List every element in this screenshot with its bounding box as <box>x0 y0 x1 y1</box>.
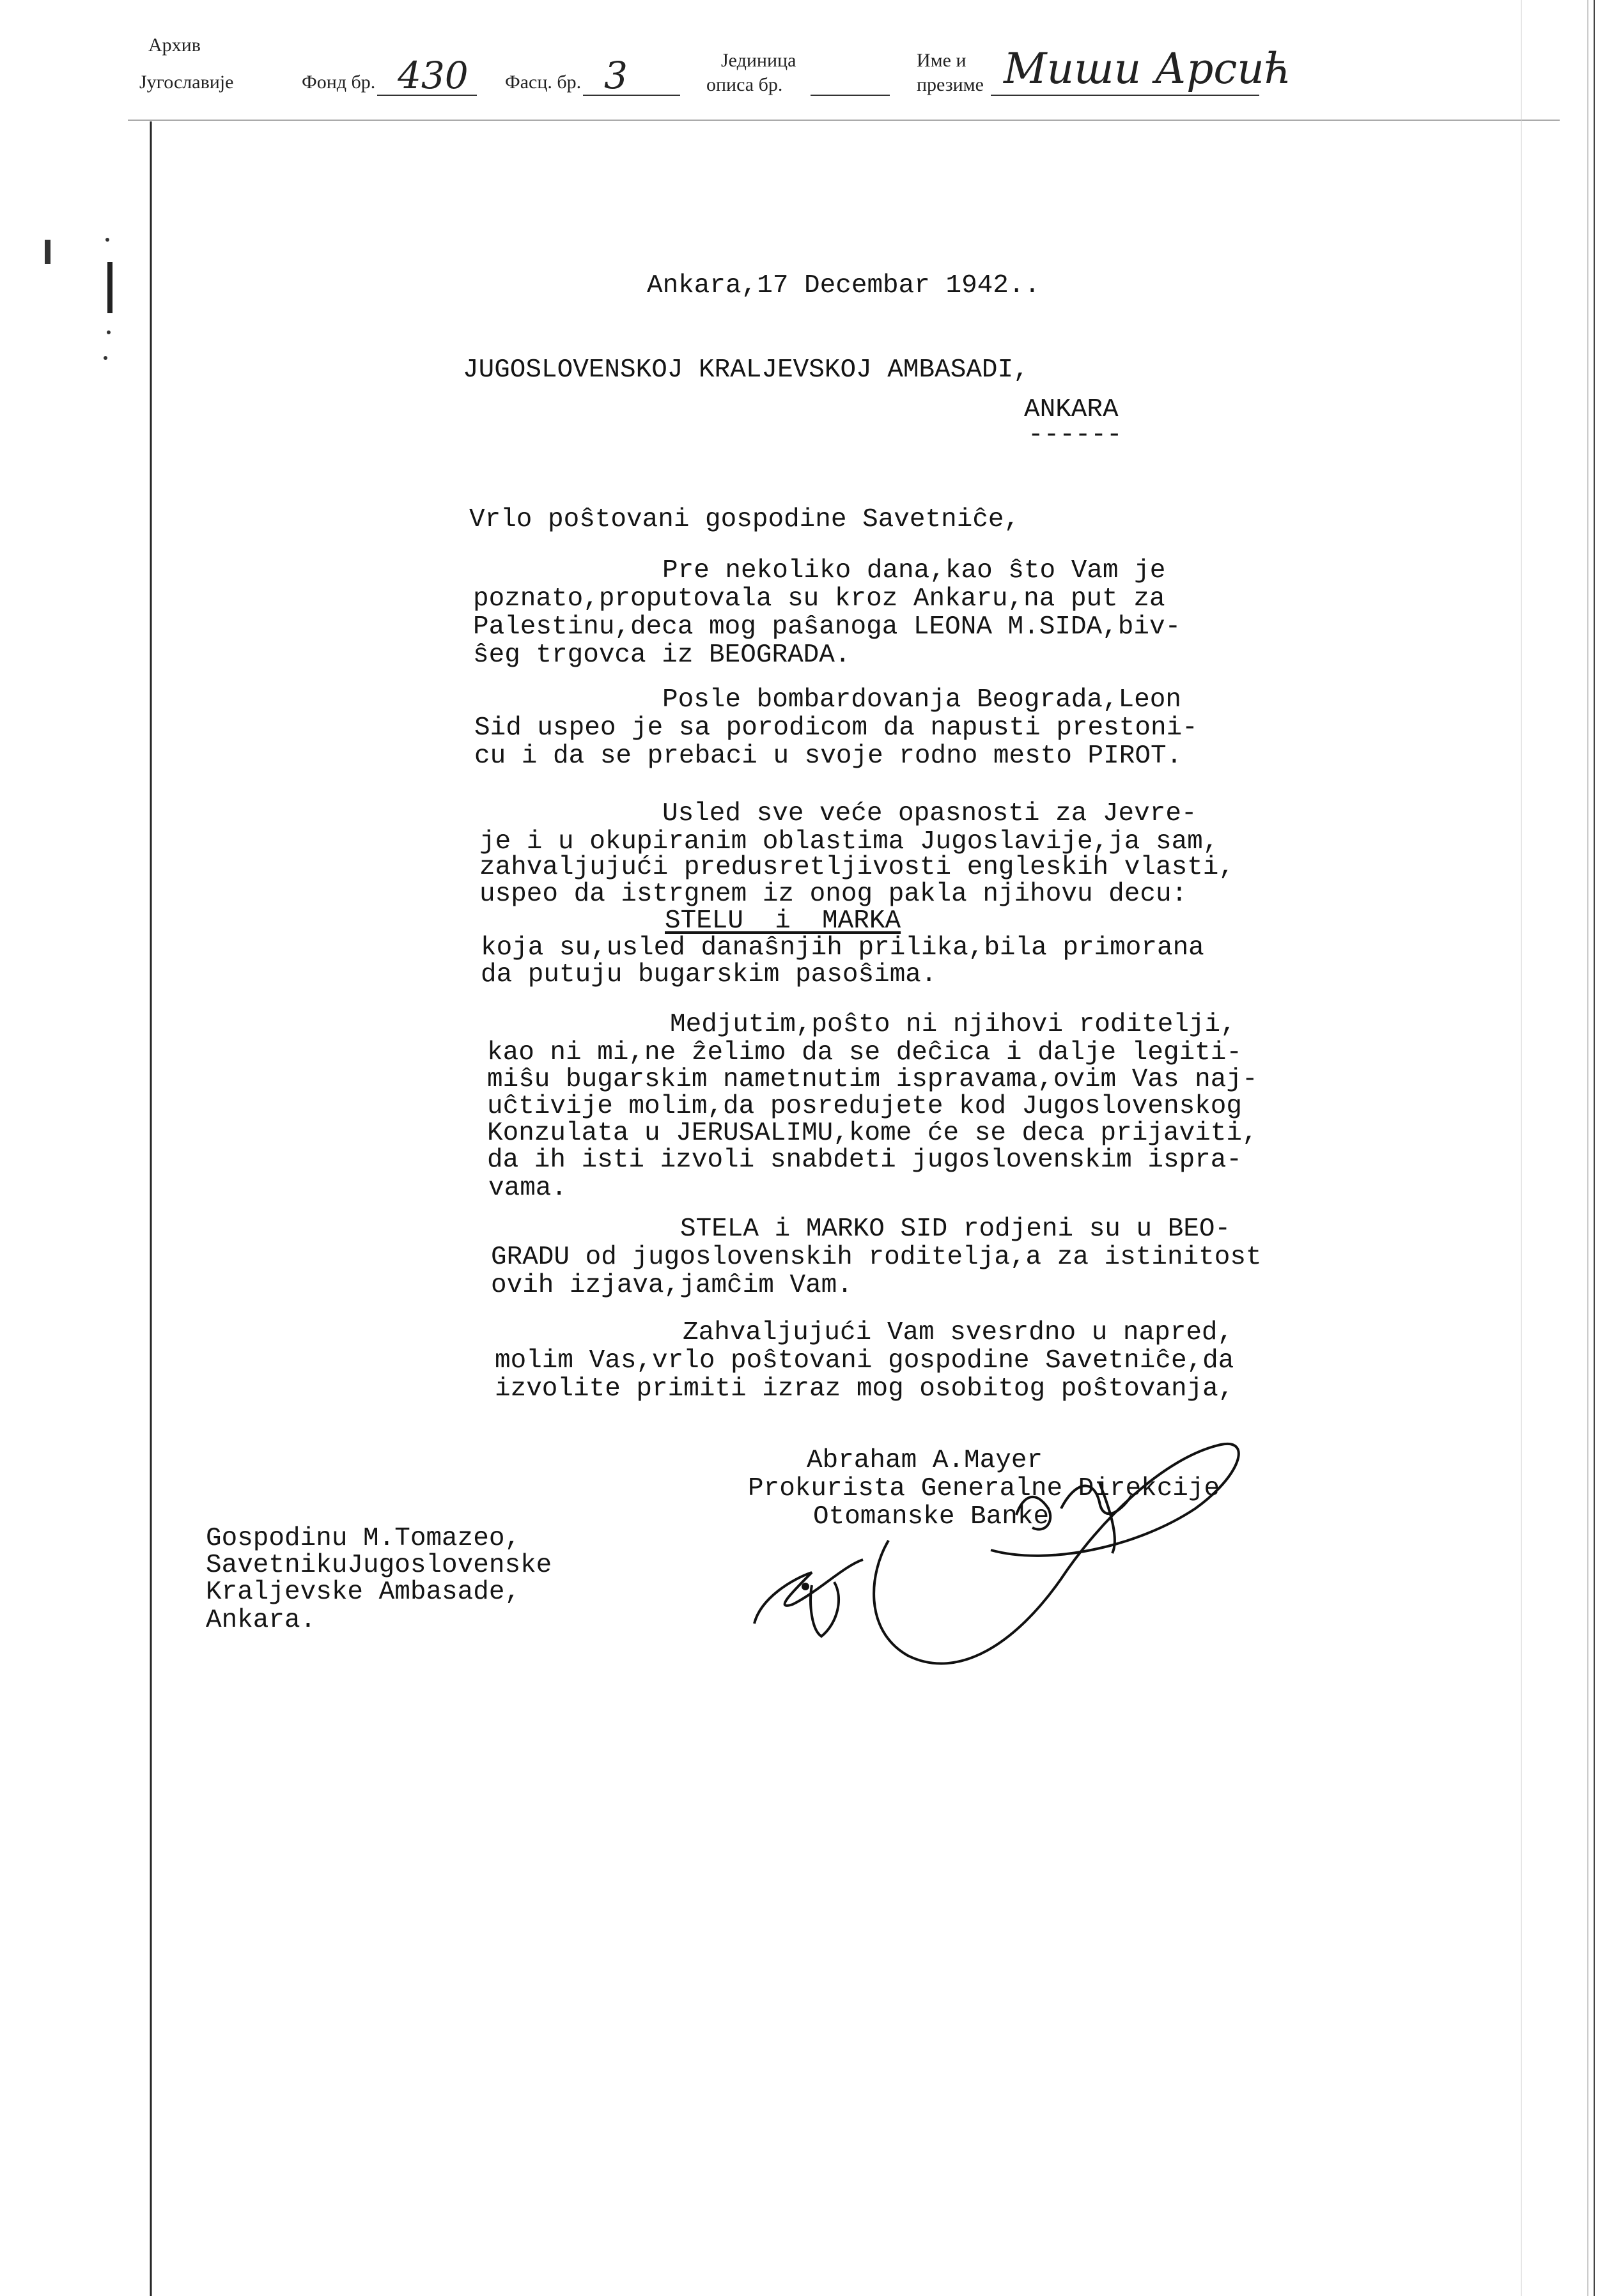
unit-line <box>811 95 890 96</box>
letter-line: Medjutim,poŝto ni njihovi roditelji, <box>670 1010 1236 1039</box>
name-label-line1: Име и <box>917 50 967 71</box>
letter-line: ŝeg trgovca iz BEOGRADA. <box>473 640 851 670</box>
name-line <box>991 95 1259 96</box>
letter-line: Usled sve veće opasnosti za Jevre- <box>662 799 1197 828</box>
letter-line: vama. <box>488 1174 568 1203</box>
letter-line: Konzulata u JERUSALIMU,kome će se deca prijaviti, <box>487 1119 1258 1148</box>
unit-label-line2: описа бр. <box>706 74 783 95</box>
letter-line: Posle bombardovanja Beograda,Leon <box>662 685 1181 715</box>
name-value: Миши Арсић <box>1004 44 1292 93</box>
name-label-line2: презиме <box>917 74 984 95</box>
letter-line: ovih izjava,jamĉim Vam. <box>491 1271 853 1300</box>
addressee-line: Gospodinu M.Tomazeo, <box>206 1524 521 1553</box>
sender-bank: Otomanske Banke <box>813 1502 1050 1532</box>
addressee-line: Ankara. <box>206 1606 316 1635</box>
letter-line: Zahvaljujući Vam svesrdno u napred, <box>683 1318 1234 1347</box>
punch-mark <box>45 240 50 264</box>
archive-name-line2: Југославије <box>139 72 234 93</box>
archive-name-line1: Архив <box>148 35 201 56</box>
letter-line: da putuju bugarskim pasoŝima. <box>481 960 937 989</box>
letter-line: miŝu bugarskim nametnutim ispravama,ovim Vas naj- <box>487 1065 1258 1094</box>
letter-line: uspeo da istrgnem iz onog pakla njihovu decu: <box>479 880 1188 909</box>
letter-line: molim Vas,vrlo poŝtovani gospodine Savetniĉe,da <box>495 1346 1234 1376</box>
unit-label-line1: Јединица <box>721 50 796 71</box>
letter-line: da ih isti izvoli snabdeti jugoslovenskim ispra- <box>487 1145 1242 1175</box>
letter-line: zahvaljujući predusretljivosti engleskih vlasti, <box>479 853 1234 882</box>
letter-line: GRADU od jugoslovenskih roditelja,a za istinitost <box>491 1243 1262 1272</box>
fond-line <box>377 95 477 96</box>
letter-line: je i u okupiranim oblastima Jugoslavije,ja sam, <box>479 827 1219 857</box>
letter-line: kao ni mi,ne ẑelimo da se deĉica i dalje legiti- <box>487 1038 1242 1067</box>
letter-city: ANKARA <box>1024 395 1119 424</box>
sender-name: Abraham A.Mayer <box>807 1446 1043 1475</box>
fasc-value: 3 <box>604 54 628 97</box>
letter-line: izvolite primiti izraz mog osobitog poŝtovanja, <box>495 1374 1234 1404</box>
letter-salutation: Vrlo poŝtovani gospodine Savetniĉe, <box>469 505 1020 534</box>
letter-line: poznato,proputovala su kroz Ankaru,na put za <box>473 584 1165 614</box>
fond-value: 430 <box>398 54 469 97</box>
letter-line: koja su,usled danaŝnjih prilika,bila primorana <box>481 933 1204 963</box>
letter-line: STELA i MARKO SID rodjeni su u BEO- <box>680 1214 1231 1244</box>
letter-children-names: STELU i MARKA <box>665 906 901 936</box>
fasc-label: Фасц. бр. <box>505 72 582 93</box>
letter-city-dashes: ------ <box>1028 421 1122 450</box>
addressee-line: Kraljevske Ambasade, <box>206 1578 521 1607</box>
signature-drawing <box>716 1419 1266 1694</box>
sender-title: Prokurista Generalne Direkcije <box>748 1474 1220 1503</box>
letter-line: Pre nekoliko dana,kao ŝto Vam je <box>662 556 1166 586</box>
letter-line: Sid uspeo je sa porodicom da napusti prestoni- <box>474 713 1198 743</box>
fond-label: Фонд бр. <box>302 72 376 93</box>
fasc-line <box>583 95 680 96</box>
letter-line: cu i da se prebaci u svoje rodno mesto PIROT. <box>474 741 1183 771</box>
punch-mark <box>107 262 113 313</box>
letter-date: Ankara,17 Decembar 1942.. <box>647 271 1041 300</box>
addressee-line: SavetnikuJugoslovenske <box>206 1551 552 1580</box>
letter-recipient: JUGOSLOVENSKOJ KRALJEVSKOJ AMBASADI, <box>463 355 1029 385</box>
letter-line: uĉtivije molim,da posredujete kod Jugoslovenskog <box>487 1092 1242 1121</box>
letter-line: Palestinu,deca mog paŝanoga LEONA M.SIDA,biv- <box>473 612 1181 642</box>
